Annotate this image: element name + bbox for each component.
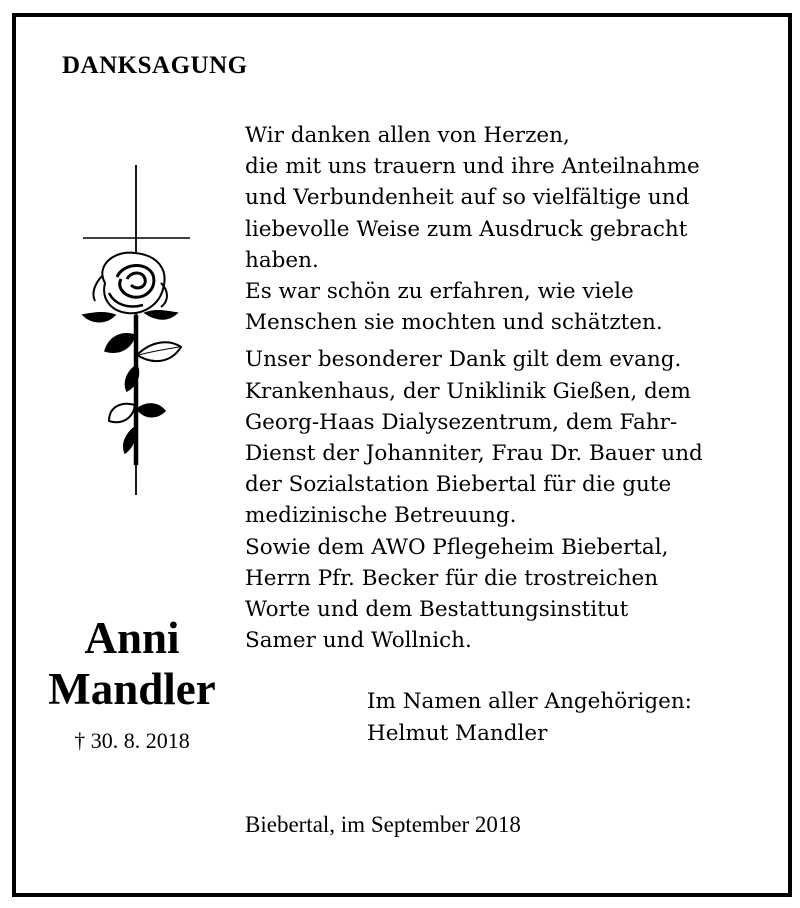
message-line: Menschen sie mochten und schätzten.	[245, 310, 663, 336]
message-line: der Sozialstation Biebertal für die gute	[245, 472, 672, 498]
message-line: und Verbundenheit auf so vielfältige und	[245, 185, 690, 211]
message-line: Krankenhaus, der Uniklinik Gießen, dem	[245, 378, 691, 404]
message-line: Es war schön zu erfahren, wie viele	[245, 279, 634, 305]
rose-icon	[83, 253, 181, 465]
death-date: † 30. 8. 2018	[74, 728, 190, 753]
signature	[367, 686, 692, 749]
message-line: Herrn Pfr. Becker für die trostreichen	[245, 565, 659, 591]
message-paragraph-2	[245, 344, 765, 656]
message-line: Unser besonderer Dank gilt dem evang.	[245, 347, 682, 373]
message-line: medizinische Betreuung.	[245, 503, 517, 529]
message-line: Worte und dem Bestattungsinstitut	[245, 597, 629, 623]
message-line: Wir danken allen von Herzen,	[245, 123, 570, 148]
message-line: liebevolle Weise zum Ausdruck gebracht	[245, 216, 688, 242]
deceased-first-name: Anni	[84, 613, 180, 663]
signature-line-1: Im Namen aller Angehörigen:	[367, 689, 692, 714]
message-line: Samer und Wollnich.	[245, 628, 472, 654]
signature-line-2: Helmut Mandler	[367, 720, 548, 746]
message-line: haben.	[245, 247, 319, 273]
cross-rose-icon	[65, 165, 195, 510]
deceased-last-name: Mandler	[48, 664, 216, 714]
message-line: Sowie dem AWO Pflegeheim Biebertal,	[245, 534, 669, 560]
page-title: DANKSAGUNG	[62, 52, 248, 79]
message-line: die mit uns trauern und ihre Anteilnahme	[245, 154, 700, 180]
message-line: Georg-Haas Dialysezentrum, dem Fahr-	[245, 409, 678, 435]
thank-you-message	[245, 120, 765, 656]
message-paragraph-1	[245, 120, 765, 338]
place-and-date: Biebertal, im September 2018	[245, 812, 521, 837]
message-line: Dienst der Johanniter, Frau Dr. Bauer und	[245, 441, 703, 467]
